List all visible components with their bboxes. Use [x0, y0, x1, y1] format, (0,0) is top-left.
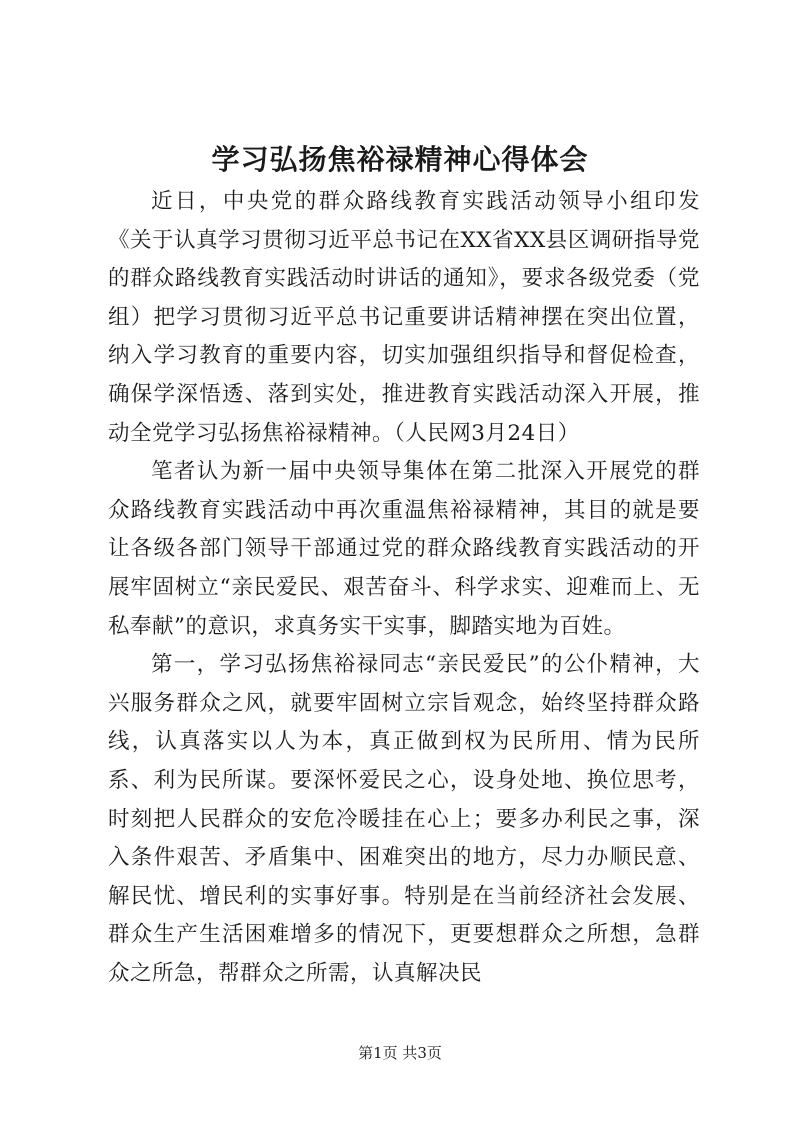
page-number-footer: 第1页 共3页	[358, 1044, 442, 1062]
page-title: 学习弘扬焦裕禄精神心得体会	[211, 143, 589, 176]
document-body	[108, 183, 700, 993]
paragraph-2: 笔者认为新一届中央领导集体在第二批深入开展党的群众路线教育实践活动中再次重温焦裕禄精神，其目的就是要让各级各部门领导干部通过党的群众路线教育实践活动的开展牢固树立“亲民爱民、艰苦奋斗、科学求实、迎难而上、无私奉献”的意识，求真务实干实事，脚踏实地为百姓。	[108, 459, 700, 639]
paragraph-3: 第一，学习弘扬焦裕禄同志“亲民爱民”的公仆精神，大兴服务群众之风，就要牢固树立宗旨观念，始终坚持群众路线，认真落实以人为本，真正做到权为民所用、情为民所系、利为民所谋。要深怀爱民之心，设身处地、换位思考，时刻把人民群众的安危冷暖挂在心上；要多办利民之事，深入条件艰苦、矛盾集中、困难突出的地方，尽力办顺民意、解民忧、增民利的实事好事。特别是在当前经济社会发展、群众生产生活困难增多的情况下，更要想群众之所想，急群众之所急，帮群众之所需，认真解决民	[108, 652, 700, 986]
paragraph-1: 近日，中央党的群众路线教育实践活动领导小组印发《关于认真学习贯彻习近平总书记在XX省XX县区调研指导党的群众路线教育实践活动时讲话的通知》，要求各级党委（党组）把学习贯彻习近平总书记重要讲话精神摆在突出位置，纳入学习教育的重要内容，切实加强组织指导和督促检查，确保学深悟透、落到实处，推进教育实践活动深入开展，推动全党学习弘扬焦裕禄精神。（人民网3月24日）	[108, 189, 700, 446]
